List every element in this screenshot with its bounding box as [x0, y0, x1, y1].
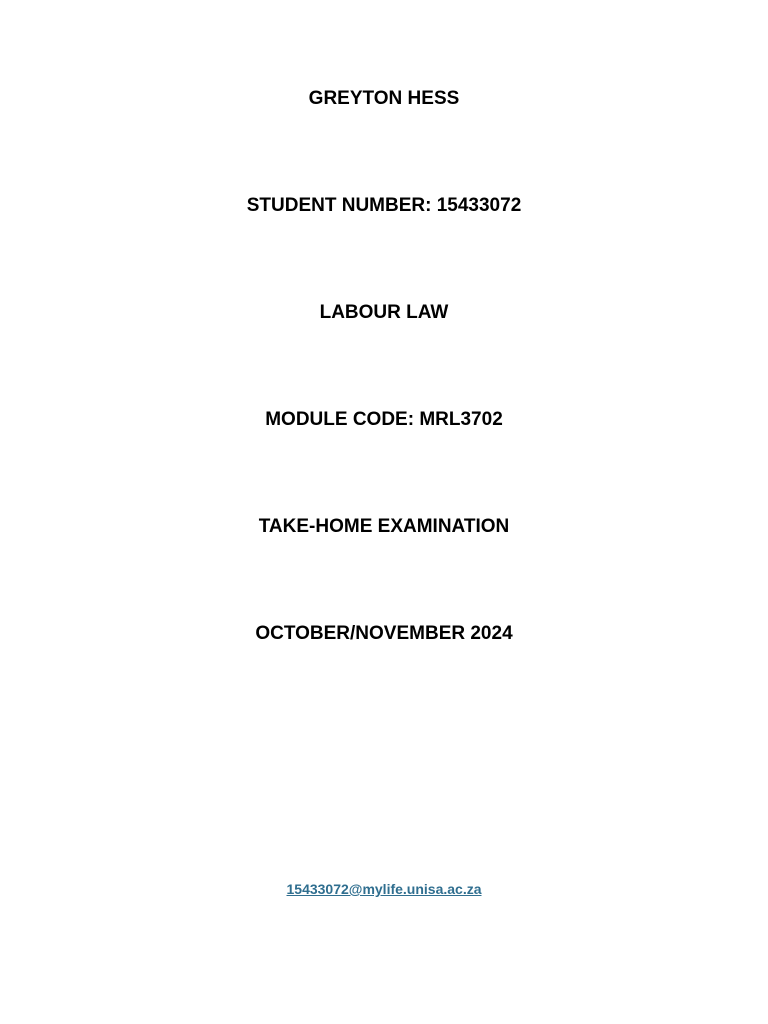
email-container — [0, 879, 768, 900]
assessment-type: TAKE-HOME EXAMINATION — [258, 516, 510, 537]
email-link[interactable]: 15433072@mylife.unisa.ac.za — [286, 881, 482, 897]
module-code: MODULE CODE: MRL3702 — [265, 409, 503, 430]
exam-period: OCTOBER/NOVEMBER 2024 — [255, 623, 513, 644]
student-name: GREYTON HESS — [308, 88, 460, 109]
subject-title: LABOUR LAW — [319, 302, 449, 323]
student-number: STUDENT NUMBER: 15433072 — [246, 195, 522, 216]
